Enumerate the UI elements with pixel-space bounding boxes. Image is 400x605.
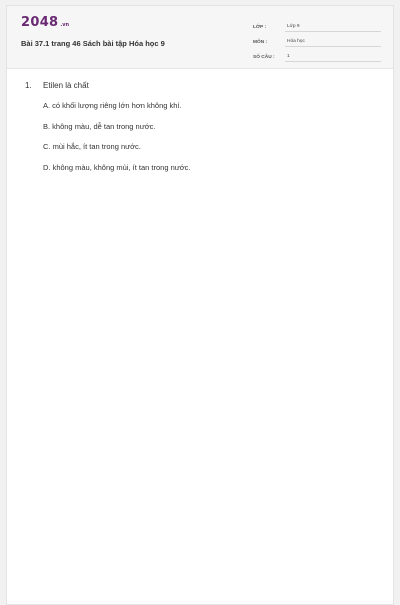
logo-main-text: 2048: [21, 15, 59, 30]
meta-label: SỐ CÂU :: [253, 55, 275, 60]
question-list: [7, 81, 393, 183]
meta-value: 1: [285, 54, 381, 62]
question-number: 1.: [25, 81, 32, 90]
document-sheet: [6, 5, 394, 605]
meta-label: LỚP :: [253, 25, 267, 30]
document-header: [7, 6, 393, 69]
meta-row-subject: [253, 32, 381, 47]
question-item: [25, 81, 393, 95]
question-text: Etilen là chất: [43, 81, 89, 90]
answer-option-b[interactable]: B. không màu, dễ tan trong nước.: [43, 121, 156, 131]
site-logo[interactable]: [21, 15, 69, 33]
answer-options: [43, 101, 393, 183]
answer-option-a[interactable]: A. có khối lượng riêng lớn hơn không khí.: [43, 101, 182, 110]
logo-domain-text: .vn: [60, 22, 70, 28]
meta-value: Lớp 9: [285, 24, 381, 32]
meta-info: [253, 17, 381, 62]
meta-value: Hóa học: [285, 39, 381, 47]
answer-option-c[interactable]: C. mùi hắc, ít tan trong nước.: [43, 142, 141, 151]
meta-row-question-count: [253, 47, 381, 62]
meta-row-class: [253, 17, 381, 32]
document-title: Bài 37.1 trang 46 Sách bài tập Hóa học 9: [21, 39, 165, 48]
answer-option-d[interactable]: D. không màu, không mùi, ít tan trong nước.: [43, 162, 191, 172]
meta-label: MÔN :: [253, 40, 268, 45]
